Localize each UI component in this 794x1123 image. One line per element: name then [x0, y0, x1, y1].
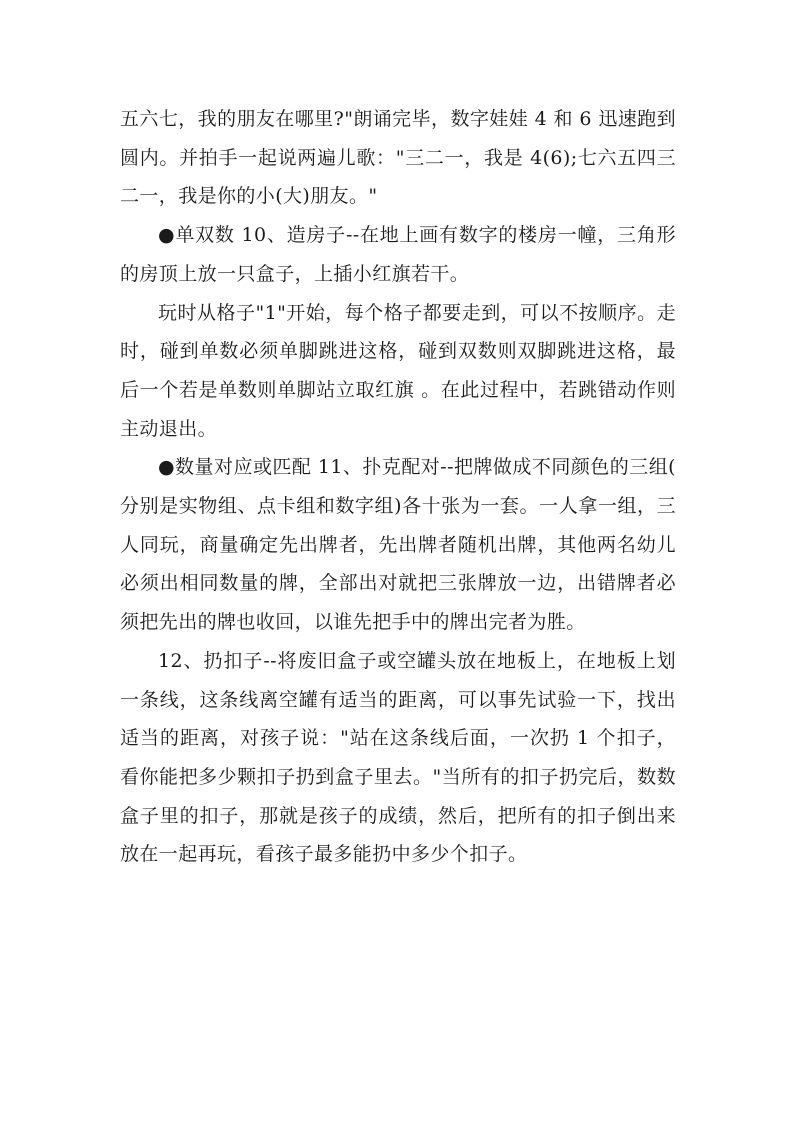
paragraph-odd-even: ●单双数 10、造房子--在地上画有数字的楼房一幢，三角形的房顶上放一只盒子，上插小红旗若干。	[120, 224, 676, 285]
paragraph-card-matching: ●数量对应或匹配 11、扑克配对--把牌做成不同颜色的三组(分别是实物组、点卡组和数字组)各十张为一套。一人拿一组，三人同玩，商量确定先出牌者，先出牌者随机出牌，其他两名幼儿必须出相同数量的牌，全部出对就把三张牌放一边，出错牌者必须把先出的牌也收回，以谁先把手中的牌出完者为胜。	[120, 456, 676, 634]
paragraph-continuation: 五六七，我的朋友在哪里?"朗诵完毕，数字娃娃 4 和 6 迅速跑到圆内。并拍手一起说两遍儿歌："三二一，我是 4(6);七六五四三二一，我是你的小(大)朋友。"	[120, 108, 676, 208]
body-text	[120, 100, 676, 874]
paragraph-play-rules: 玩时从格子"1"开始，每个格子都要走到，可以不按顺序。走时，碰到单数必须单脚跳进这格，碰到双数则双脚跳进这格，最后一个若是单数则单脚站立取红旗 。在此过程中，若跳错动作则主动退出。	[120, 301, 676, 440]
paragraph-button-toss: 12、扔扣子--将废旧盒子或空罐头放在地板上，在地板上划一条线，这条线离空罐有适当的距离，可以事先试验一下，找出适当的距离，对孩子说："站在这条线后面，一次扔 1 个扣子，看你能把多少颗扣子扔到盒子里去。"当所有的扣子扔完后，数数盒子里的扣子，那就是孩子的成绩，然后，把所有的扣子倒出来放在一起再玩，看孩子最多能扔中多少个扣子。	[120, 649, 676, 866]
